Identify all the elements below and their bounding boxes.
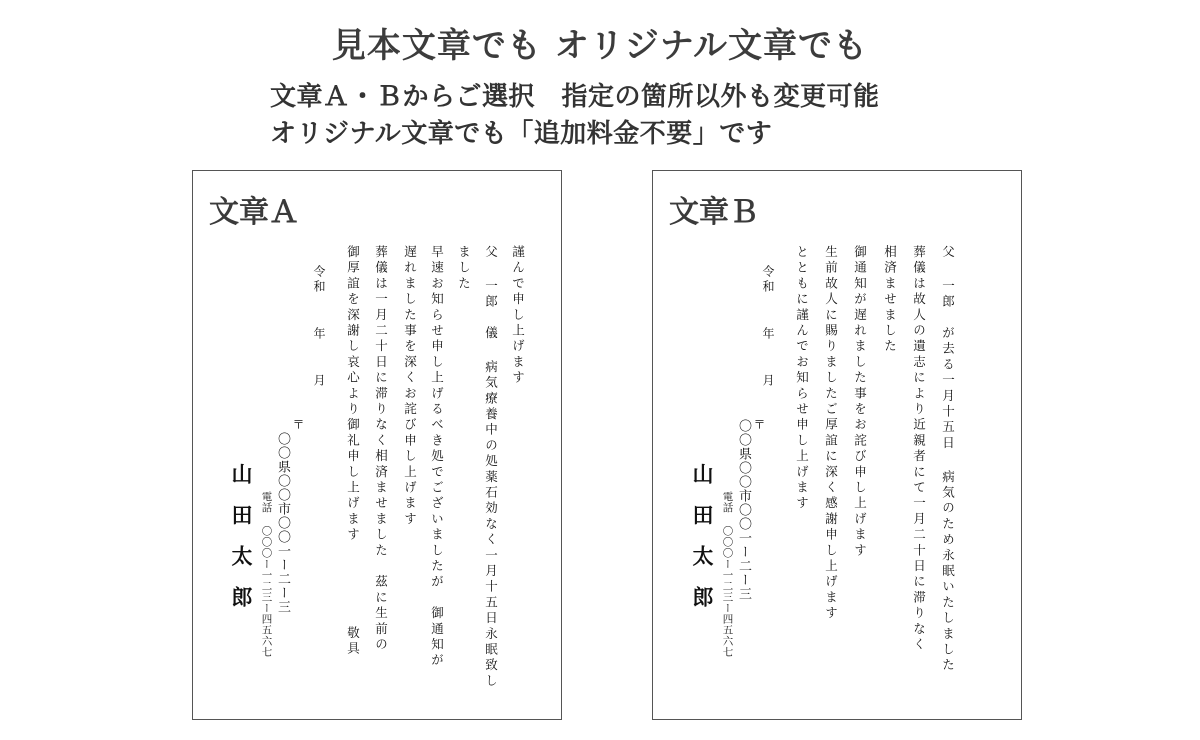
body-line-a-2: 父 一郎 儀 病気療養中の処薬石効なく一月十五日永眠致し xyxy=(483,245,499,690)
body-line-b-2: 葬儀は故人の遺志により近親者にて一月二十日に滞りなく xyxy=(911,245,927,654)
body-line-a-3: ました xyxy=(456,245,472,293)
sample-label-b: 文章Ｂ xyxy=(669,195,759,230)
body-line-a-7: 御厚誼を深謝し哀心より御礼申し上げます xyxy=(345,245,361,544)
body-line-b-5: 生前故人に賜りましたご厚誼に深く感謝申し上げます xyxy=(823,245,839,622)
body-line-b-3: 相済ませました xyxy=(882,245,898,355)
name-a: 山田太郎 xyxy=(229,463,254,627)
name-b: 山田太郎 xyxy=(690,463,715,627)
body-line-a-1: 謹んで申し上げます xyxy=(510,245,526,387)
address-a: 〇〇県〇〇市〇〇一ー二ー三 xyxy=(275,432,290,614)
body-line-a-4: 早速お知らせ申し上げるべき処でございましたが 御通知が xyxy=(429,245,445,669)
phone-a: 電話 〇〇〇ー一二三ー四五六七 xyxy=(260,491,273,658)
postal-mark-a: 〒 xyxy=(291,418,305,434)
body-line-a-5: 遅れました事を深くお詫び申し上げます xyxy=(402,245,418,528)
body-line-b-1: 父 一郎 が去る一月十五日 病気のため永眠いたしました xyxy=(940,245,956,674)
subheadline-line-1: 文章Ａ・Ｂからご選択 指定の箇所以外も変更可能 xyxy=(270,82,880,112)
body-line-b-4: 御通知が遅れました事をお詫び申し上げます xyxy=(852,245,868,559)
body-line-b-6: とともに謹んでお知らせ申し上げます xyxy=(794,245,810,512)
address-b: 〇〇県〇〇市〇〇一ー二ー三 xyxy=(736,419,751,601)
subheadline-line-2: オリジナル文章でも「追加料金不要」です xyxy=(270,119,773,149)
sample-card-a xyxy=(192,170,562,720)
postal-mark-b: 〒 xyxy=(752,418,766,434)
phone-b: 電話 〇〇〇ー一二三ー四五六七 xyxy=(721,491,734,658)
sample-card-b xyxy=(652,170,1022,720)
date-a: 令和 年 月 xyxy=(312,265,326,389)
date-b: 令和 年 月 xyxy=(761,265,775,389)
sample-label-a: 文章Ａ xyxy=(209,195,299,230)
closing-a: 敬具 xyxy=(345,626,361,657)
headline: 見本文章でも オリジナル文章でも xyxy=(331,26,869,66)
body-line-a-6: 葬儀は一月二十日に滞りなく相済ませました 茲に生前の xyxy=(373,245,389,654)
